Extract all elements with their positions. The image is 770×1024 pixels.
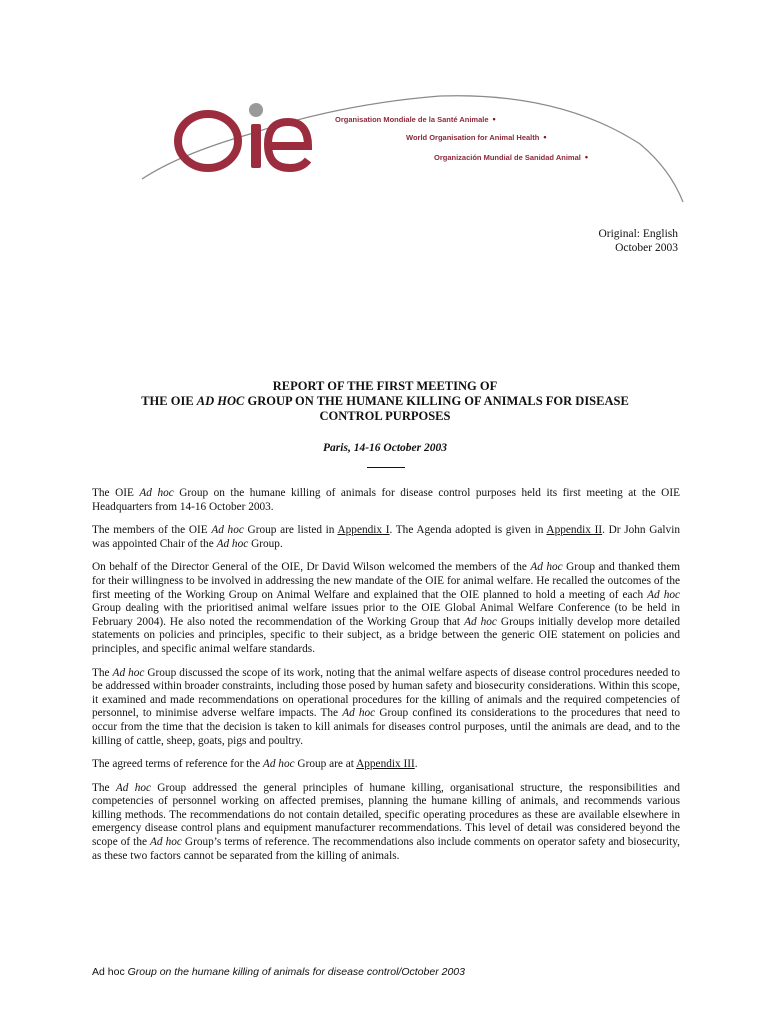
appendix-iii-link[interactable]: Appendix III — [356, 758, 415, 771]
document-header — [598, 227, 678, 255]
appendix-i-link[interactable]: Appendix I — [337, 524, 390, 537]
paragraph-6: The Ad hoc Group addressed the general principles of humane killing, organisational structure, the responsibilities and competencies of personnel working on affected premises, planning the humane killing of animals, and recommends various killing methods. The recommendations do not contain detailed, specific operating procedures as these are available elsewhere in emergency disease control plans and equipment manufacturer recommendations. This level of detail was considered beyond the scope of the Ad hoc Group’s terms of reference. The recommendations also include comments on operator safety and biosecurity, as these two factors cannot be separated from the killing of animals. — [92, 781, 680, 862]
paragraph-3: On behalf of the Director General of the OIE, Dr David Wilson welcomed the members of the Ad hoc Group and thanked them for their willingness to be involved in addressing the new mandate of the OIE for animal welfare. He recalled the outcomes of the first meeting of the Working Group on Animal Welfare and explained that the OIE planned to hold a meeting of each Ad hoc Group dealing with the prioritised animal welfare issues prior to the OIE Global Animal Welfare Conference (to be held in February 2004). He also noted the recommendation of the Working Group that Ad hoc Groups initially develop more detailed statements on policies and principles, specific to their subject, as a bridge between the generic OIE statement on policies and principles, and specific animal welfare standards. — [92, 561, 681, 655]
logo-line-english: World Organisation for Animal Health • — [406, 132, 547, 142]
original-language: Original: English — [598, 228, 678, 240]
page-footer: Ad hoc Group on the humane killing of animals for disease control/October 2003 — [92, 966, 465, 978]
title-line-2: THE OIE AD HOC GROUP ON THE HUMANE KILLING OF ANIMALS FOR DISEASE — [141, 394, 629, 408]
oie-logo — [140, 84, 685, 209]
paragraph-2: The members of the OIE Ad hoc Group are listed in Appendix I. The Agenda adopted is given in Appendix II. Dr John Galvin was appointed Chair of the Ad hoc Group. — [92, 524, 680, 550]
title-line-1: REPORT OF THE FIRST MEETING OF — [272, 379, 498, 393]
paragraph-1: The OIE Ad hoc Group on the humane killing of animals for disease control purposes held its first meeting at the OIE Headquarters from 14-16 October 2003. — [92, 487, 680, 513]
logo-line-spanish: Organización Mundial de Sanidad Animal • — [434, 152, 588, 162]
logo-line-french: Organisation Mondiale de la Santé Animale • — [335, 114, 496, 124]
title-rule — [367, 467, 405, 468]
meeting-place-date: Paris, 14-16 October 2003 — [323, 442, 447, 454]
paragraph-5: The agreed terms of reference for the Ad hoc Group are at Appendix III. — [92, 758, 418, 771]
appendix-ii-link[interactable]: Appendix II — [546, 524, 603, 537]
paragraph-4: The Ad hoc Group discussed the scope of its work, noting that the animal welfare aspects of disease control procedures needed to be addressed within broader constraints, including those posed by human safety and biosecurity considerations. Within this scope, it examined and made recommendations on operational procedures for the killing of animals and the required competencies of personnel, to minimise adverse welfare impacts. The Ad hoc Group confined its considerations to the procedures that need to occur from the time that the decision is taken to kill animals for diseases control purposes, until the animals are dead, and to the killing of cattle, sheep, goats, pigs and poultry. — [92, 666, 681, 747]
report-title — [90, 379, 680, 424]
report-body — [92, 487, 680, 873]
title-line-3: CONTROL PURPOSES — [319, 409, 451, 423]
document-date: October 2003 — [615, 242, 678, 254]
